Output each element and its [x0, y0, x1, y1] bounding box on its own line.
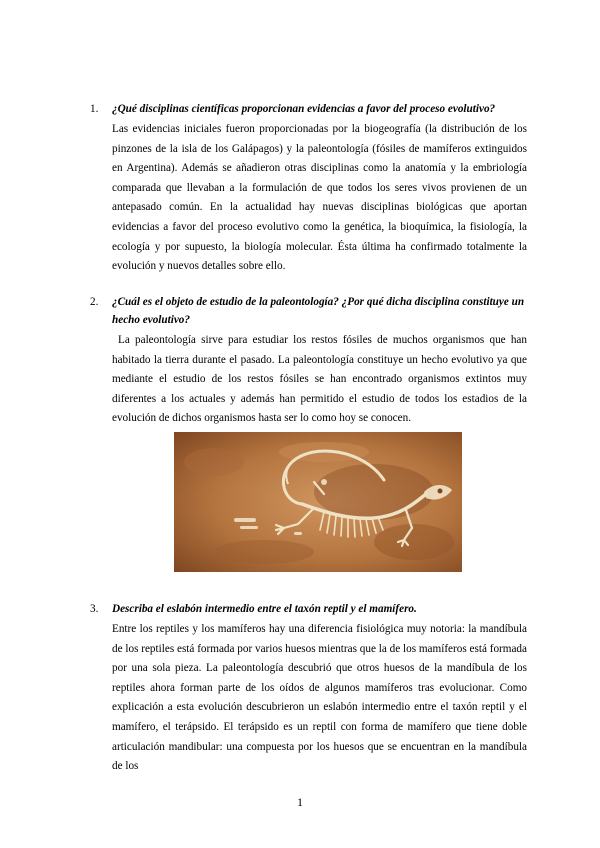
page-number: 1: [297, 795, 303, 809]
question-1-answer: Las evidencias iniciales fueron proporcionadas por la biogeografía (la distribución de los pinzones de la isla de los Galápagos) y la paleontología (fósiles de mamíferos extinguidos en Argentina). Además se añadieron otras disciplinas como la anatomía y la embriología comparada que llevaban a la formulación de que todos los seres vivos provienen de un antepasado común. En la actualidad hay nuevas disciplinas biológicas que aportan evidencias a favor del proceso evolutivo como la genética, la bioquímica, la fisiología, la ecología y por supuesto, la biología molecular. Ésta última ha confirmado totalmente la evolución y nuevos detalles sobre ello.: [112, 123, 527, 273]
question-1: [90, 100, 527, 277]
fossil-image: [174, 432, 462, 572]
question-1-title: ¿Qué disciplinas científicas proporcionan evidencias a favor del proceso evolutivo?: [112, 103, 496, 115]
question-2-number: 2.: [90, 296, 99, 308]
question-3-title: Describa el eslabón intermedio entre el taxón reptil y el mamífero.: [112, 603, 417, 615]
question-2: [90, 293, 527, 429]
question-3: [90, 600, 527, 777]
question-2-title: ¿Cuál es el objeto de estudio de la paleontología? ¿Por qué dicha disciplina constituye un hecho evolutivo?: [112, 296, 525, 326]
question-2-heading: [90, 293, 527, 329]
question-3-heading: [90, 600, 527, 618]
question-1-heading: [90, 100, 527, 118]
question-3-number: 3.: [90, 603, 99, 615]
question-2-answer: La paleontología sirve para estudiar los restos fósiles de muchos organismos que han habitado la tierra durante el pasado. La paleontología constituye un hecho evolutivo ya que mediante el estudio de los restos fósiles se han encontrado organismos extintos muy diferentes a los actuales y además han permitido el estudio de todos los estadios de la evolución de dichos organismos hasta ser lo como hoy se conocen.: [112, 334, 527, 425]
question-1-number: 1.: [90, 103, 99, 115]
fossil-skeleton-photo-icon: [174, 432, 462, 572]
question-3-answer: Entre los reptiles y los mamíferos hay una diferencia fisiológica muy notoria: la mandíbula de los reptiles está formada por varios huesos mientras que la de los mamíferos está formada por una sola pieza. La paleontología descubrió que otros huesos de la mandíbula de los reptiles ahora forman parte de los oídos de algunos mamíferos tras evolucionar. Como explicación a esta evolución descubrieron un eslabón intermedio entre el taxón reptil y el mamífero, el terápsido. El terápsido es un reptil con forma de mamífero que tiene doble articulación mandibular: una compuesta por los huesos que se encuentran en la mandíbula de los: [112, 623, 527, 773]
